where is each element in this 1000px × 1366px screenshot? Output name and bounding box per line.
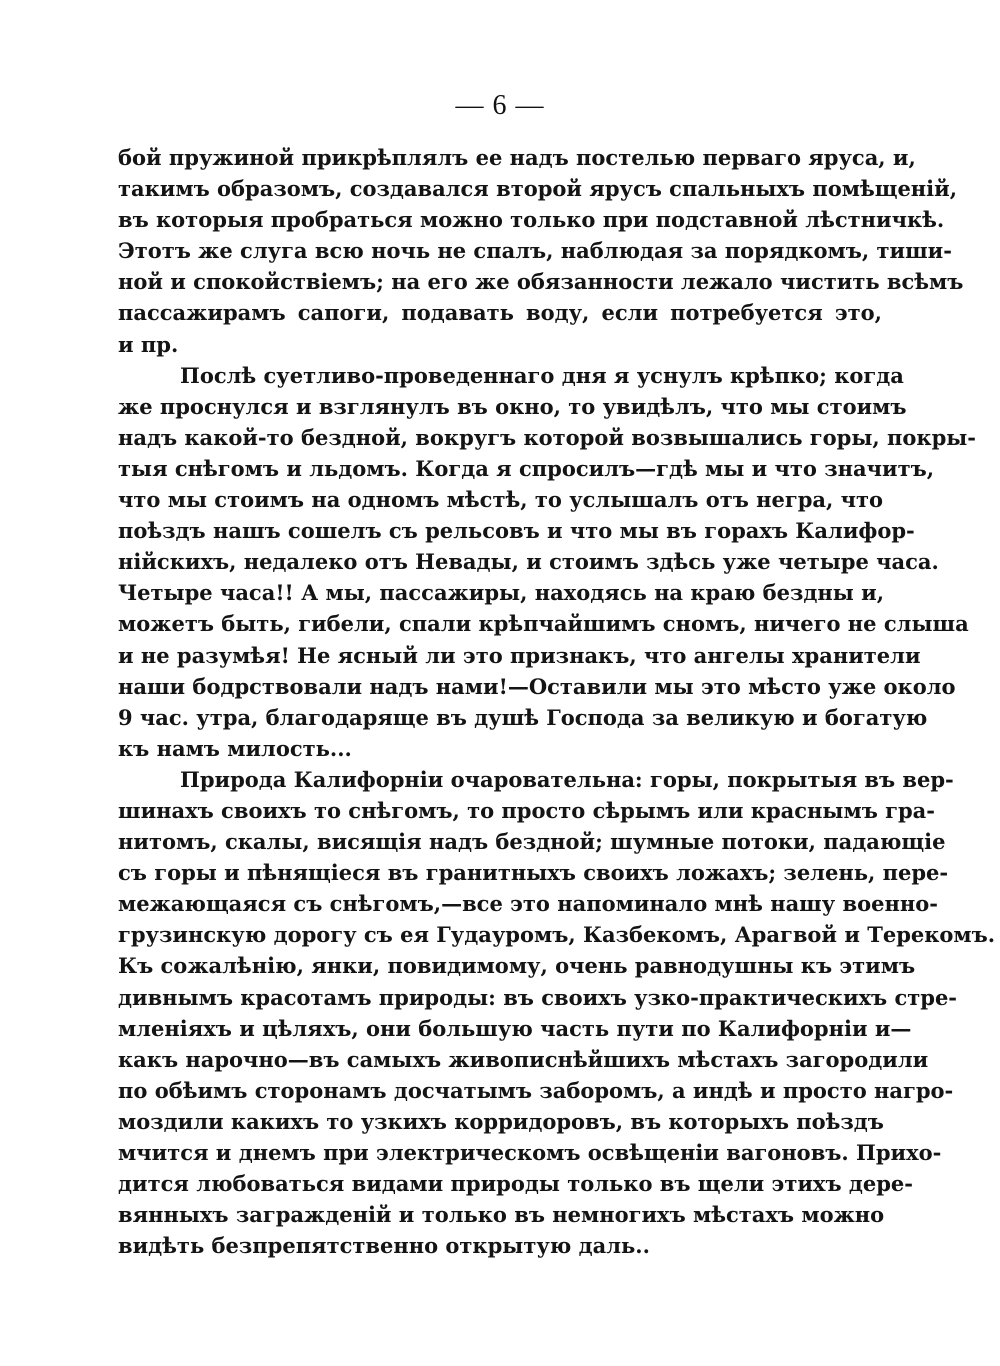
text-line: шинахъ своихъ то снѣгомъ, то просто сѣрымъ или краснымъ гра- xyxy=(118,797,935,823)
paragraph xyxy=(118,142,964,360)
text-line: и не разумѣя! Не ясный ли это признакъ, что ангелы хранители xyxy=(118,642,921,668)
text-line: Четыре часа!! А мы, пассажиры, находясь на краю бездны и, xyxy=(118,580,885,606)
text-line: поѣздъ нашъ сошелъ съ рельсовъ и что мы въ горахъ Калифор- xyxy=(118,518,915,544)
page-number: — 6 — xyxy=(455,90,545,121)
text-line: дится любоваться видами природы только въ щели этихъ дере- xyxy=(118,1171,913,1197)
text-line: къ намъ милость... xyxy=(118,735,352,761)
text-line: межающаяся съ снѣгомъ,—все это напоминало мнѣ нашу военно- xyxy=(118,891,938,917)
text-line: по обѣимъ сторонамъ досчатымъ заборомъ, а индѣ и просто нагро- xyxy=(118,1077,954,1103)
text-line: такимъ образомъ, создавался второй ярусъ спальныхъ помѣщеній, xyxy=(118,176,958,202)
text-line: нійскихъ, недалеко отъ Невады, и стоимъ здѣсь уже четыре часа. xyxy=(118,549,939,575)
text-line: Къ сожалѣнію, янки, повидимому, очень равнодушны къ этимъ xyxy=(118,953,916,979)
paragraph xyxy=(118,764,996,1262)
text-line: моздили какихъ то узкихъ корридоровъ, въ которыхъ поѣздъ xyxy=(118,1108,884,1134)
text-line: вянныхъ загражденій и только въ немногихъ мѣстахъ можно xyxy=(118,1202,885,1228)
text-line: тыя снѣгомъ и льдомъ. Когда я спросилъ—гдѣ мы и что значитъ, xyxy=(118,455,935,481)
text-line: съ горы и пѣнящіеся въ гранитныхъ своихъ ложахъ; зелень, пере- xyxy=(118,860,949,886)
text-line: грузинскую дорогу съ ея Гудауромъ, Казбекомъ, Арагвой и Терекомъ. xyxy=(118,922,996,948)
text-line: видѣть безпрепятственно открытую даль.. xyxy=(118,1233,650,1259)
text-line: мленіяхъ и цѣляхъ, они большую часть пути по Калифорніи и— xyxy=(118,1015,912,1041)
body-text xyxy=(118,142,996,1261)
text-line: наши бодрствовали надъ нами!—Оставили мы это мѣсто уже около xyxy=(118,673,956,699)
paragraph xyxy=(118,360,977,764)
text-line: надъ какой-то бездной, вокругъ которой возвышались горы, покры- xyxy=(118,424,977,450)
text-line: пассажирамъ сапоги, подавать воду, если потребуется это, xyxy=(118,300,882,326)
text-line: и пр. xyxy=(118,331,179,357)
text-line: Природа Калифорніи очаровательна: горы, покрытыя въ вер- xyxy=(180,766,954,792)
text-line: бой пружиной прикрѣплялъ ее надъ постелью перваго яруса, и, xyxy=(118,145,916,170)
text-line: же проснулся и взглянулъ въ окно, то увидѣлъ, что мы стоимъ xyxy=(118,393,907,419)
text-line: въ которыя пробраться можно только при подставной лѣстничкѣ. xyxy=(118,207,945,233)
text-line: мчится и днемъ при электрическомъ освѣщеніи вагоновъ. Прихо- xyxy=(118,1140,942,1165)
text-line: ной и спокойствіемъ; на его же обязанности лежало чистить всѣмъ xyxy=(118,269,964,295)
text-line: 9 час. утра, благодаряще въ душѣ Господа за великую и богатую xyxy=(118,704,928,730)
text-line: что мы стоимъ на одномъ мѣстѣ, то услышалъ отъ негра, что xyxy=(118,487,884,513)
text-line: можетъ быть, гибели, спали крѣпчайшимъ сномъ, ничего не слыша xyxy=(118,611,969,637)
text-line: Послѣ суетливо-проведеннаго дня я уснулъ крѣпко; когда xyxy=(180,362,904,388)
text-line: нитомъ, скалы, висящія надъ бездной; шумные потоки, падающіе xyxy=(118,829,946,855)
text-line: какъ нарочно—въ самыхъ живописнѣйшихъ мѣстахъ загородили xyxy=(118,1046,929,1072)
text-line: Этотъ же слуга всю ночь не спалъ, наблюдая за порядкомъ, тиши- xyxy=(118,238,952,264)
text-line: дивнымъ красотамъ природы: въ своихъ узко-практическихъ стре- xyxy=(118,984,958,1010)
